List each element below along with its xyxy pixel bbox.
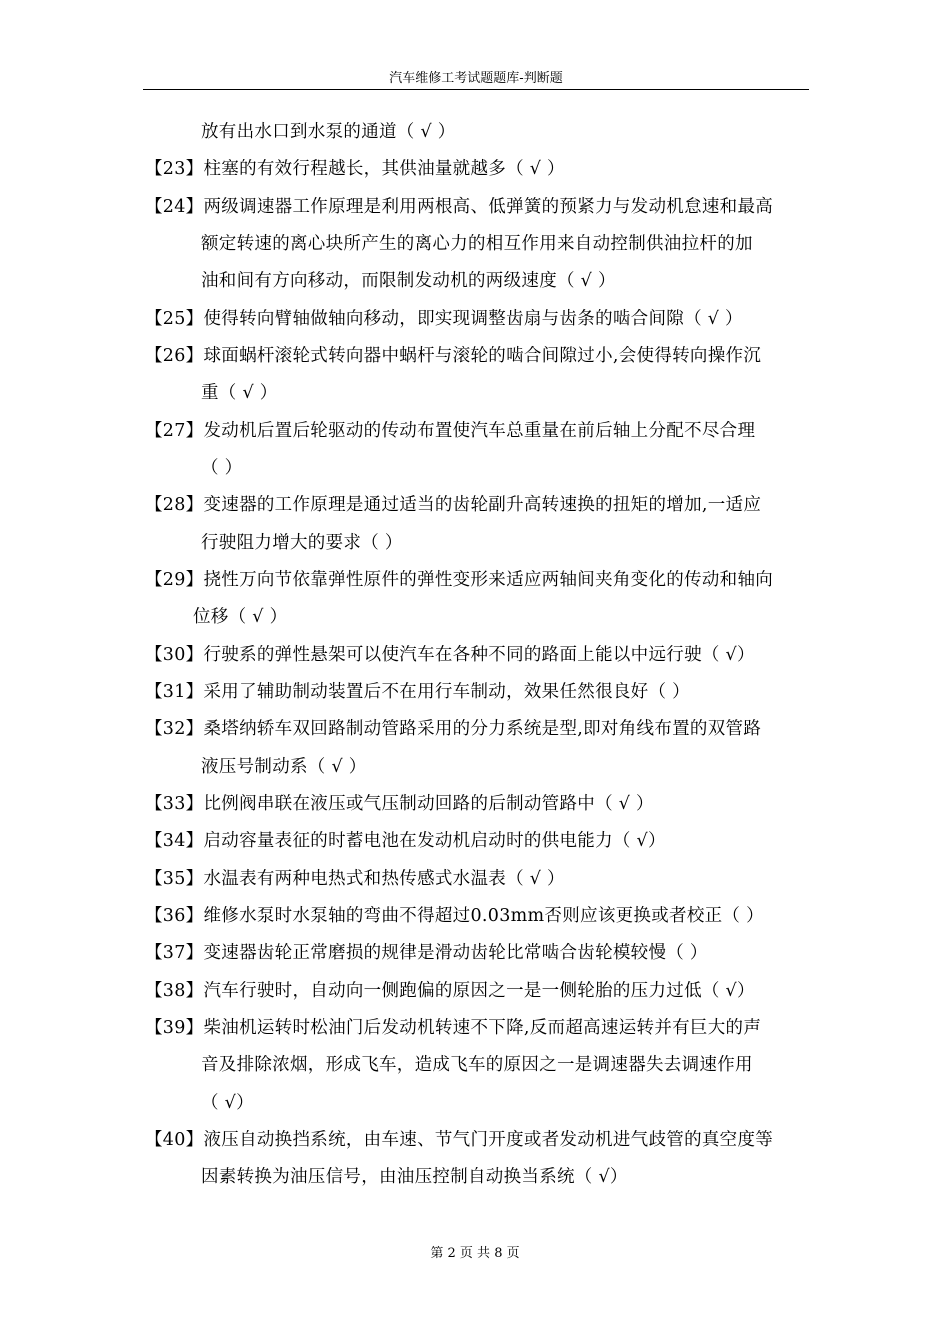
question-line: 【34】启动容量表征的时蓄电池在发动机启动时的供电能力（ √） <box>145 831 666 851</box>
question-line: 额定转速的离心块所产生的离心力的相互作用来自动控制供油拉杆的加 <box>201 234 753 254</box>
question-line: 【35】水温表有两种电热式和热传感式水温表（ √ ） <box>145 869 565 889</box>
question-line: 【37】变速器齿轮正常磨损的规律是滑动齿轮比常啮合齿轮模较慢（ ） <box>145 943 708 963</box>
question-line: 【33】比例阀串联在液压或气压制动回路的后制动管路中（ √ ） <box>145 794 654 814</box>
question-line: 【26】球面蜗杆滚轮式转向器中蜗杆与滚轮的啮合间隙过小,会使得转向操作沉 <box>145 346 762 366</box>
question-line: 【32】桑塔纳轿车双回路制动管路采用的分力系统是型,即对角线布置的双管路 <box>145 719 762 739</box>
question-line: 【24】两级调速器工作原理是利用两根高、低弹簧的预紧力与发动机怠速和最高 <box>145 197 774 217</box>
page-header-title: 汽车维修工考试题题库-判断题 <box>389 71 563 86</box>
question-line: 【30】行驶系的弹性悬架可以使汽车在各种不同的路面上能以中远行驶（ √） <box>145 645 755 665</box>
question-line: 【25】使得转向臂轴做轴向移动，即实现调整齿扇与齿条的啮合间隙（ √ ） <box>145 309 743 329</box>
question-line: 【27】发动机后置后轮驱动的传动布置使汽车总重量在前后轴上分配不尽合理 <box>145 421 756 441</box>
question-line: 【39】柴油机运转时松油门后发动机转速不下降,反而超高速运转并有巨大的声 <box>145 1018 762 1038</box>
question-line: 【29】挠性万向节依靠弹性原件的弹性变形来适应两轴间夹角变化的传动和轴向 <box>145 570 774 590</box>
question-line: （ √） <box>201 1093 254 1113</box>
question-line: 行驶阻力增大的要求（ ） <box>201 533 403 553</box>
question-line: 【40】液压自动换挡系统，由车速、节气门开度或者发动机进气歧管的真空度等 <box>145 1130 774 1150</box>
question-line: 放有出水口到水泵的通道（ √ ） <box>201 122 456 142</box>
question-line: 【36】维修水泵时水泵轴的弯曲不得超过0.03mm否则应该更换或者校正（ ） <box>145 906 764 926</box>
question-line: 音及排除浓烟，形成飞车，造成飞车的原因之一是调速器失去调速作用 <box>201 1055 753 1075</box>
question-line: 液压号制动系（ √ ） <box>201 757 367 777</box>
question-line: 【23】柱塞的有效行程越长，其供油量就越多（ √ ） <box>145 159 565 179</box>
question-line: （ ） <box>201 458 243 478</box>
page-footer-number: 第 2 页 共 8 页 <box>430 1246 520 1261</box>
question-line: 【31】采用了辅助制动装置后不在用行车制动，效果任然很良好（ ） <box>145 682 690 702</box>
question-line: 油和间有方向移动，而限制发动机的两级速度（ √ ） <box>201 271 616 291</box>
question-line: 重（ √ ） <box>201 383 278 403</box>
question-line: 【28】变速器的工作原理是通过适当的齿轮副升高转速换的扭矩的增加,一适应 <box>145 495 762 515</box>
question-line: 【38】汽车行驶时，自动向一侧跑偏的原因之一是一侧轮胎的压力过低（ √） <box>145 981 755 1001</box>
question-line: 因素转换为油压信号，由油压控制自动换当系统（ √） <box>201 1167 628 1187</box>
question-line: 位移（ √ ） <box>193 607 288 627</box>
